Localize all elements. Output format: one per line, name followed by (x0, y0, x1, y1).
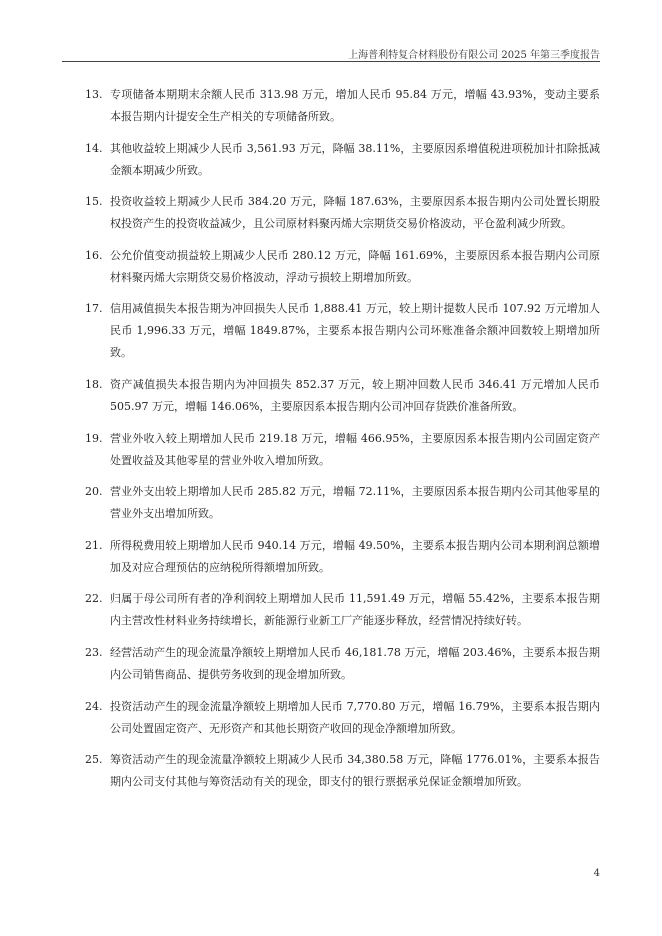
item-text: 专项储备本期期末余额人民币 313.98 万元，增加人民币 95.84 万元，增幅 43.93%，变动主要系本报告期内计提安全生产相关的专项储备所致。 (110, 88, 600, 123)
item-text: 投资收益较上期减少人民币 384.20 万元，降幅 187.63%，主要原因系本报告期内公司处置长期股权投资产生的投资收益减少，且公司原材料聚丙烯大宗期货交易价格波动，平仓盈利减少所致。 (110, 195, 600, 231)
item-text: 公允价值变动损益较上期减少人民币 280.12 万元，降幅 161.69%，主要原因系本报告期内公司原材料聚丙烯大宗期货交易价格波动，浮动亏损较上期增加所致。 (110, 248, 600, 284)
item-number: 18. (85, 377, 103, 391)
list-item (85, 535, 600, 579)
list-item (85, 138, 600, 182)
item-text: 其他收益较上期减少人民币 3,561.93 万元，降幅 38.11%，主要原因系增值税进项税加计扣除抵减金额本期减少所致。 (110, 141, 600, 177)
item-number: 25. (85, 753, 103, 767)
analysis-item-list (85, 84, 600, 803)
item-text: 所得税费用较上期增加人民币 940.14 万元，增幅 49.50%，主要系本报告期内公司本期利润总额增加及对应合理预估的应纳税所得额增加所致。 (110, 538, 600, 574)
list-item (85, 84, 600, 128)
item-number: 23. (85, 645, 103, 659)
item-number: 20. (85, 485, 103, 499)
item-number: 24. (85, 699, 103, 713)
item-number: 21. (85, 538, 103, 552)
item-text: 经营活动产生的现金流量净额较上期增加人民币 46,181.78 万元，增幅 203.46%，主要系本报告期内公司销售商品、提供劳务收到的现金增加所致。 (110, 645, 600, 681)
list-item (85, 191, 600, 235)
item-number: 14. (85, 141, 103, 155)
item-number: 17. (85, 302, 103, 316)
list-item (85, 588, 600, 632)
item-number: 13. (85, 88, 103, 101)
list-item (85, 642, 600, 686)
item-text: 营业外收入较上期增加人民币 219.18 万元，增幅 466.95%，主要原因系本报告期内公司固定资产处置收益及其他零星的营业外收入增加所致。 (110, 431, 600, 467)
list-item (85, 374, 600, 418)
list-item (85, 428, 600, 472)
item-number: 15. (85, 195, 103, 209)
page-number: 4 (593, 868, 600, 879)
list-item (85, 696, 600, 740)
item-text: 信用减值损失本报告期为冲回损失人民币 1,888.41 万元，较上期计提数人民币 107.92 万元增加人民币 1,996.33 万元，增幅 1849.87%，主要系本报告期内公司坏账准备余额冲回数较上期增加所致。 (110, 302, 600, 360)
item-number: 19. (85, 431, 103, 445)
item-text: 营业外支出较上期增加人民币 285.82 万元，增幅 72.11%，主要原因系本报告期内公司其他零星的营业外支出增加所致。 (110, 485, 600, 521)
item-number: 22. (85, 592, 103, 606)
page-header-title: 上海普利特复合材料股份有限公司 2025 年第三季度报告 (348, 50, 600, 61)
list-item (85, 481, 600, 525)
list-item (85, 245, 600, 289)
list-item (85, 749, 600, 793)
item-text: 归属于母公司所有者的净利润较上期增加人民币 11,591.49 万元，增幅 55.42%，主要系本报告期内主营改性材料业务持续增长，新能源行业新工厂产能逐步释放，经营情况持续好转。 (110, 592, 600, 628)
header-divider (62, 61, 600, 62)
item-text: 投资活动产生的现金流量净额较上期增加人民币 7,770.80 万元，增幅 16.79%，主要系本报告期内公司处置固定资产、无形资产和其他长期资产收回的现金净额增加所致。 (110, 699, 600, 735)
item-number: 16. (85, 248, 103, 262)
item-text: 筹资活动产生的现金流量净额较上期减少人民币 34,380.58 万元，降幅 1776.01%，主要系本报告期内公司支付其他与筹资活动有关的现金，即支付的银行票据承兑保证金额增加所致。 (110, 753, 600, 789)
list-item (85, 298, 600, 364)
item-text: 资产减值损失本报告期内为冲回损失 852.37 万元，较上期冲回数人民币 346.41 万元增加人民币 505.97 万元，增幅 146.06%，主要原因系本报告期内公司冲回存货跌价准备所致。 (110, 377, 600, 413)
